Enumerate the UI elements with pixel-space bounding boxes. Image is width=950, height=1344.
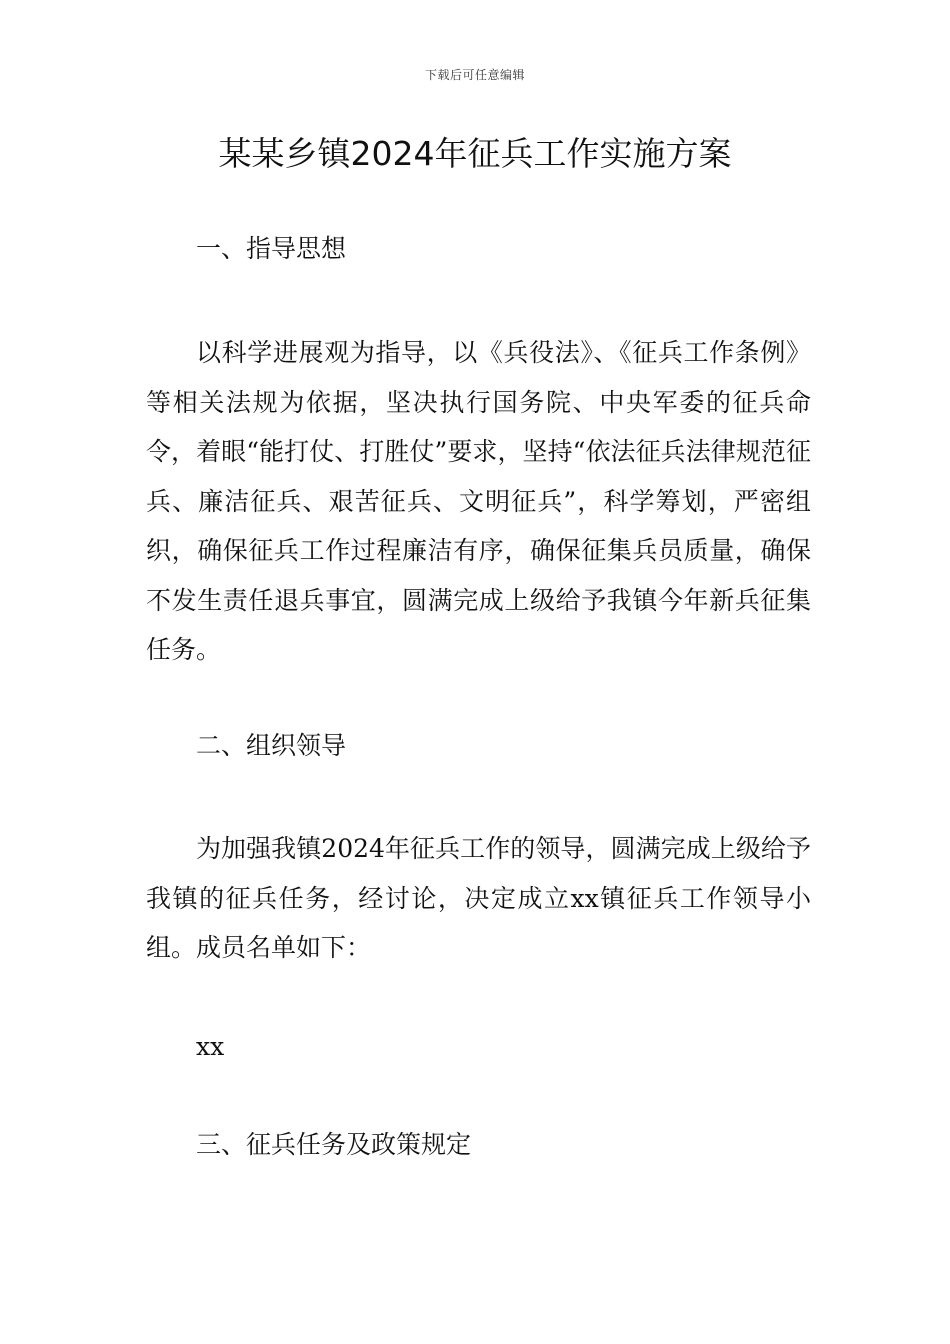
section-heading-tasks-policies: 三、征兵任务及政策规定 [196,1130,472,1159]
header-note: 下载后可任意编辑 [424,68,525,82]
member-list-placeholder: xx [196,1032,225,1061]
document-title: 某某乡镇2024年征兵工作实施方案 [218,134,732,173]
section-heading-organization-leadership: 二、组织领导 [196,731,347,760]
section-heading-guiding-ideology: 一、指导思想 [196,234,347,263]
section-paragraph-guiding-ideology: 以科学进展观为指导，以《兵役法》、《征兵工作条例》等相关法规为依据，坚决执行国务院、中央军委的征兵命令，着眼“能打仗、打胜仗”要求，坚持“依法征兵法律规范征兵、廉洁征兵、艰苦征兵、文明征兵”，科学筹划，严密组织，确保征兵工作过程廉洁有序，确保征集兵员质量，确保不发生责任退兵事宜，圆满完成上级给予我镇今年新兵征集任务。 [146,338,811,664]
section-paragraph-organization-leadership: 为加强我镇2024年征兵工作的领导，圆满完成上级给予我镇的征兵任务，经讨论，决定成立xx镇征兵工作领导小组。成员名单如下： [146,834,811,962]
